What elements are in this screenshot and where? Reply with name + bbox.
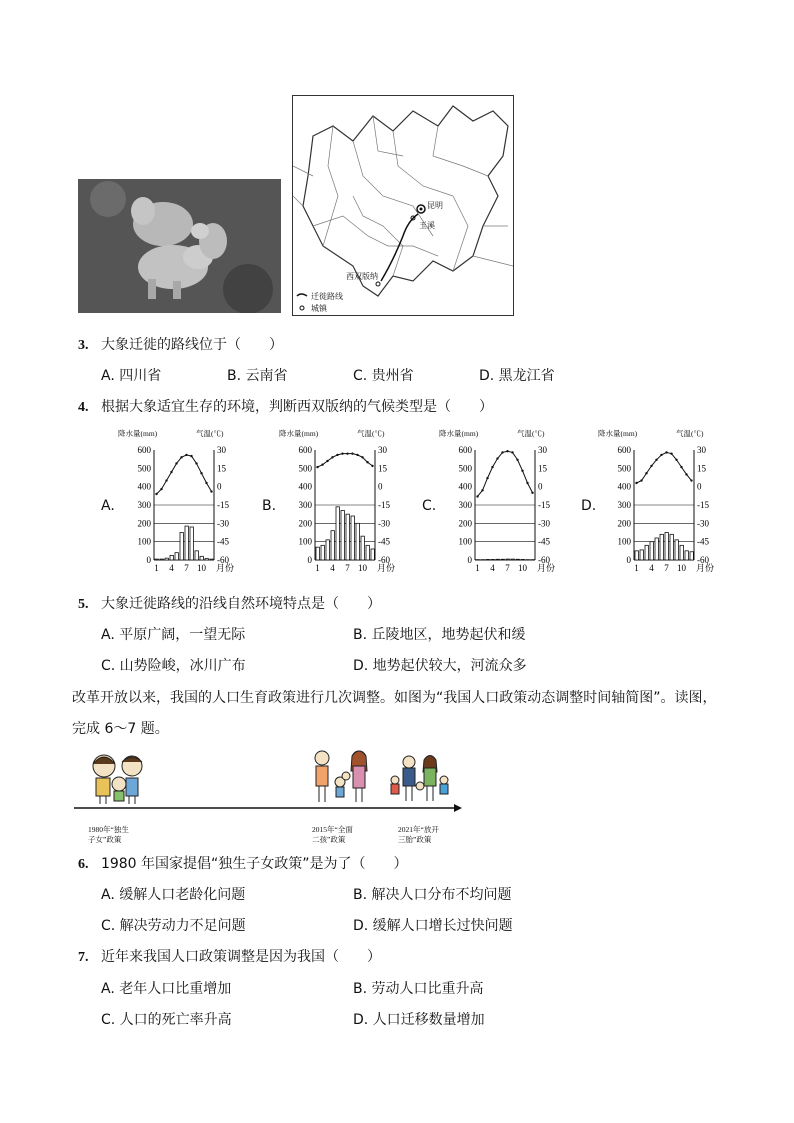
temperature-point: [180, 456, 182, 458]
temperature-point: [195, 462, 197, 464]
yunnan-map-drawing: [293, 96, 513, 315]
right-tick-label: -30: [217, 518, 229, 529]
map-legend-town: 城镇: [311, 304, 327, 313]
temperature-line: [637, 452, 692, 483]
precipitation-bar: [356, 523, 359, 560]
temperature-point: [316, 466, 318, 468]
left-tick-label: 600: [298, 445, 312, 455]
question-3: [78, 335, 283, 356]
x-tick-label: 4: [490, 563, 495, 573]
temperature-point: [685, 473, 687, 475]
left-tick-label: 200: [458, 518, 472, 529]
precipitation-bar: [501, 559, 504, 560]
temperature-point: [506, 450, 508, 452]
q6-option-d[interactable]: D. 缓解人口增长过快问题: [353, 918, 513, 934]
left-tick-label: 200: [298, 518, 312, 529]
chart-d-left-title: 降水量(mm): [598, 429, 638, 438]
question-4-number: 4.: [78, 400, 89, 415]
chart-b-left-title: 降水量(mm): [279, 429, 319, 438]
temperature-point: [680, 466, 682, 468]
left-tick-label: 400: [137, 481, 151, 492]
right-tick-label: 30: [697, 445, 706, 455]
left-tick-label: 0: [146, 555, 151, 565]
q4-option-b-letter[interactable]: B.: [262, 498, 277, 514]
chart-d-right-title: 气温(℃): [676, 429, 704, 438]
precipitation-bar: [655, 538, 658, 560]
right-tick-label: 15: [538, 463, 547, 474]
question-5: [78, 594, 381, 615]
x-tick-label: 4: [649, 563, 654, 573]
question-3-number: 3.: [78, 338, 89, 353]
question-4-stem: 根据大象适宜生存的环境，判断西双版纳的气候类型是（ ）: [100, 399, 493, 415]
left-tick-label: 200: [617, 518, 631, 529]
elephant-photo: [78, 179, 281, 313]
right-tick-label: -45: [697, 536, 709, 547]
q7-option-b[interactable]: B. 劳动人口比重升高: [353, 981, 484, 997]
x-tick-label: 1: [315, 563, 320, 573]
precipitation-bar: [665, 533, 668, 561]
precipitation-bar: [185, 526, 188, 560]
q7-option-a[interactable]: A. 老年人口比重增加: [101, 981, 232, 997]
x-unit-label: 月份: [696, 564, 715, 574]
precipitation-bar: [331, 531, 334, 560]
precipitation-bar: [685, 551, 688, 560]
x-unit-label: 月份: [537, 564, 556, 574]
temperature-point: [371, 465, 373, 467]
temperature-point: [526, 482, 528, 484]
passage-line-1: 改革开放以来，我国的人口生育政策进行几次调整。如图为“我国人口政策动态调整时间轴简图”。读图，: [72, 690, 717, 706]
x-tick-label: 10: [677, 563, 686, 573]
question-6-stem: 1980 年国家提倡“独生子女政策”是为了（ ）: [100, 856, 408, 872]
temperature-point: [160, 488, 162, 490]
family-1980-icon: [93, 755, 142, 804]
precipitation-bar: [180, 533, 183, 561]
question-4: [78, 397, 493, 418]
q3-option-c[interactable]: C. 贵州省: [353, 368, 414, 384]
chart-b-svg: [279, 428, 411, 580]
left-tick-label: 200: [137, 518, 151, 529]
precipitation-bar: [321, 545, 324, 560]
temperature-point: [640, 479, 642, 481]
precipitation-bar: [160, 559, 163, 560]
right-tick-label: 30: [217, 445, 226, 455]
climate-chart-d[interactable]: [598, 428, 730, 580]
temperature-point: [346, 452, 348, 454]
q4-option-a-letter[interactable]: A.: [101, 498, 115, 514]
temperature-line: [157, 455, 212, 494]
right-tick-label: -30: [697, 518, 709, 529]
temperature-point: [205, 482, 207, 484]
question-7-stem: 近年来我国人口政策调整是因为我国（ ）: [100, 949, 381, 965]
precipitation-bar: [486, 559, 489, 560]
left-tick-label: 300: [298, 500, 312, 510]
temperature-point: [511, 451, 513, 453]
x-tick-label: 1: [475, 563, 480, 573]
climate-chart-a[interactable]: [118, 428, 250, 580]
left-tick-label: 400: [458, 481, 472, 492]
temperature-line: [318, 454, 373, 467]
left-tick-label: 500: [137, 463, 151, 474]
temperature-point: [650, 465, 652, 467]
map-label-kunming: 昆明: [427, 201, 443, 210]
q3-option-b[interactable]: B. 云南省: [227, 368, 288, 384]
q3-option-d[interactable]: D. 黑龙江省: [479, 368, 555, 384]
precipitation-bar: [316, 547, 319, 560]
left-tick-label: 100: [137, 536, 151, 547]
q6-option-a[interactable]: A. 缓解人口老龄化问题: [101, 887, 246, 903]
question-7-number: 7.: [78, 950, 89, 965]
x-tick-label: 10: [358, 563, 367, 573]
temperature-point: [660, 454, 662, 456]
temperature-point: [690, 479, 692, 481]
question-7: [78, 947, 381, 968]
precipitation-bar: [516, 559, 519, 560]
precipitation-bar: [165, 558, 168, 560]
temperature-point: [165, 479, 167, 481]
precipitation-bar: [205, 559, 208, 560]
temperature-point: [321, 463, 323, 465]
left-tick-label: 0: [307, 555, 312, 565]
temperature-point: [336, 454, 338, 456]
chart-d-svg: [598, 428, 730, 580]
precipitation-bar: [361, 536, 364, 560]
family-2021-icon: [391, 756, 448, 802]
temperature-point: [531, 492, 533, 494]
precipitation-bar: [491, 559, 494, 560]
temperature-point: [635, 482, 637, 484]
right-tick-label: -45: [378, 536, 390, 547]
x-unit-label: 月份: [216, 564, 235, 574]
family-2015-icon: [315, 751, 367, 802]
timeline-label-2015-line1: 2015年“全面: [312, 825, 353, 834]
left-tick-label: 100: [298, 536, 312, 547]
q3-option-a[interactable]: A. 四川省: [101, 368, 162, 384]
left-tick-label: 400: [617, 481, 631, 492]
x-tick-label: 4: [330, 563, 335, 573]
q4-option-d-letter[interactable]: D.: [581, 498, 597, 514]
climate-chart-c[interactable]: [439, 428, 571, 580]
precipitation-bar: [210, 559, 213, 560]
x-tick-label: 1: [154, 563, 159, 573]
temperature-point: [326, 460, 328, 462]
temperature-point: [200, 472, 202, 474]
right-tick-label: 0: [697, 481, 702, 492]
map-legend-route: 迁徙路线: [311, 292, 343, 301]
left-tick-label: 100: [617, 536, 631, 547]
right-tick-label: -45: [217, 536, 229, 547]
right-tick-label: -15: [538, 500, 550, 510]
precipitation-bar: [640, 550, 643, 560]
map-label-xishuangbanna: 西双版纳: [346, 272, 378, 281]
right-tick-label: -30: [378, 518, 390, 529]
precipitation-bar: [170, 555, 173, 560]
temperature-point: [356, 454, 358, 456]
elephant-photo-drawing: [78, 179, 281, 313]
left-tick-label: 600: [617, 445, 631, 455]
right-tick-label: -60: [697, 555, 709, 565]
temperature-point: [170, 471, 172, 473]
precipitation-bar: [675, 540, 678, 560]
left-tick-label: 500: [298, 463, 312, 474]
temperature-point: [175, 462, 177, 464]
x-tick-label: 10: [197, 563, 206, 573]
precipitation-bar: [336, 507, 339, 560]
left-tick-label: 600: [137, 445, 151, 455]
precipitation-bar: [506, 559, 509, 560]
left-tick-label: 300: [617, 500, 631, 510]
right-tick-label: 15: [217, 463, 226, 474]
right-tick-label: -15: [378, 500, 390, 510]
right-tick-label: 30: [538, 445, 547, 455]
x-tick-label: 4: [169, 563, 174, 573]
precipitation-bar: [351, 516, 354, 560]
right-tick-label: -15: [697, 500, 709, 510]
q5-option-d[interactable]: D. 地势起伏较大，河流众多: [353, 658, 527, 674]
precipitation-bar: [200, 556, 203, 560]
right-tick-label: -15: [217, 500, 229, 510]
right-tick-label: -60: [378, 555, 390, 565]
q5-option-b[interactable]: B. 丘陵地区，地势起伏和缓: [353, 627, 526, 643]
migration-map: [292, 95, 514, 316]
right-tick-label: -60: [217, 555, 229, 565]
q7-option-c[interactable]: C. 人口的死亡率升高: [101, 1012, 232, 1028]
temperature-point: [341, 452, 343, 454]
x-tick-label: 7: [345, 563, 350, 573]
left-tick-label: 300: [458, 500, 472, 510]
temperature-point: [665, 451, 667, 453]
temperature-point: [155, 493, 157, 495]
temperature-point: [366, 461, 368, 463]
q5-option-a[interactable]: A. 平原广阔，一望无际: [101, 627, 246, 643]
question-3-stem: 大象迁徙的路线位于（ ）: [100, 337, 283, 353]
right-tick-label: 0: [378, 481, 383, 492]
chart-c-svg: [439, 428, 571, 580]
right-tick-label: 30: [378, 445, 387, 455]
left-tick-label: 500: [458, 463, 472, 474]
temperature-point: [361, 456, 363, 458]
temperature-point: [496, 457, 498, 459]
chart-a-right-title: 气温(℃): [196, 429, 224, 438]
precipitation-bar: [650, 542, 653, 560]
right-tick-label: 0: [538, 481, 543, 492]
right-tick-label: 15: [378, 463, 387, 474]
left-tick-label: 600: [458, 445, 472, 455]
temperature-line: [478, 451, 533, 496]
x-unit-label: 月份: [377, 564, 396, 574]
precipitation-bar: [660, 534, 663, 560]
q6-option-b[interactable]: B. 解决人口分布不均问题: [353, 887, 512, 903]
temperature-point: [491, 466, 493, 468]
timeline-label-2015-line2: 二孩”政策: [312, 835, 346, 844]
q7-option-d[interactable]: D. 人口迁移数量增加: [353, 1012, 485, 1028]
temperature-point: [331, 456, 333, 458]
temperature-point: [185, 454, 187, 456]
left-tick-label: 400: [298, 481, 312, 492]
precipitation-bar: [326, 540, 329, 560]
temperature-point: [486, 477, 488, 479]
temperature-point: [675, 459, 677, 461]
right-tick-label: -30: [538, 518, 550, 529]
timeline-label-2021-line2: 三胎”政策: [398, 835, 432, 844]
left-tick-label: 100: [458, 536, 472, 547]
precipitation-bar: [371, 549, 374, 560]
precipitation-bar: [155, 559, 158, 560]
chart-a-svg: [118, 428, 250, 580]
temperature-point: [501, 451, 503, 453]
timeline-label-2021-line1: 2021年“放开: [398, 825, 439, 834]
temperature-point: [516, 459, 518, 461]
precipitation-bar: [496, 559, 499, 560]
x-tick-label: 10: [518, 563, 527, 573]
question-5-stem: 大象迁徙路线的沿线自然环境特点是（ ）: [100, 596, 381, 612]
chart-c-left-title: 降水量(mm): [439, 429, 479, 438]
right-tick-label: 0: [217, 481, 222, 492]
precipitation-bar: [346, 514, 349, 560]
precipitation-bar: [190, 527, 193, 560]
precipitation-bar: [521, 559, 524, 560]
temperature-point: [670, 452, 672, 454]
precipitation-bar: [341, 511, 344, 561]
left-tick-label: 500: [617, 463, 631, 474]
left-tick-label: 0: [626, 555, 631, 565]
precipitation-bar: [635, 551, 638, 560]
question-5-number: 5.: [78, 597, 89, 612]
precipitation-bar: [690, 552, 693, 560]
x-tick-label: 7: [184, 563, 189, 573]
q4-option-c-letter[interactable]: C.: [422, 498, 437, 514]
timeline-label-1980-line2: 子女”政策: [88, 835, 122, 844]
chart-c-right-title: 气温(℃): [517, 429, 545, 438]
temperature-point: [190, 455, 192, 457]
x-tick-label: 7: [664, 563, 669, 573]
question-6: [78, 854, 408, 875]
map-label-yuxi: 玉溪: [419, 221, 435, 230]
q6-option-c[interactable]: C. 解决劳动力不足问题: [101, 918, 246, 934]
climate-chart-b[interactable]: [279, 428, 411, 580]
precipitation-bar: [680, 545, 683, 560]
temperature-point: [476, 495, 478, 497]
temperature-point: [521, 470, 523, 472]
question-6-number: 6.: [78, 857, 89, 872]
right-tick-label: 15: [697, 463, 706, 474]
precipitation-bar: [511, 559, 514, 560]
timeline-label-1980-line1: 1980年“独生: [88, 825, 129, 834]
q5-option-c[interactable]: C. 山势险峻，冰川广布: [101, 658, 246, 674]
population-policy-timeline: [74, 746, 474, 850]
right-tick-label: -60: [538, 555, 550, 565]
right-tick-label: -45: [538, 536, 550, 547]
precipitation-bar: [670, 534, 673, 560]
x-tick-label: 1: [634, 563, 639, 573]
chart-b-right-title: 气温(℃): [357, 429, 385, 438]
temperature-point: [351, 452, 353, 454]
left-tick-label: 0: [467, 555, 472, 565]
passage-line-2: 完成 6～7 题。: [72, 721, 169, 737]
chart-a-left-title: 降水量(mm): [118, 429, 158, 438]
left-tick-label: 300: [137, 500, 151, 510]
precipitation-bar: [645, 545, 648, 560]
x-tick-label: 7: [505, 563, 510, 573]
temperature-point: [210, 490, 212, 492]
precipitation-bar: [175, 553, 178, 560]
precipitation-bar: [195, 551, 198, 560]
temperature-point: [645, 472, 647, 474]
precipitation-bar: [366, 545, 369, 560]
temperature-point: [481, 489, 483, 491]
temperature-point: [655, 459, 657, 461]
